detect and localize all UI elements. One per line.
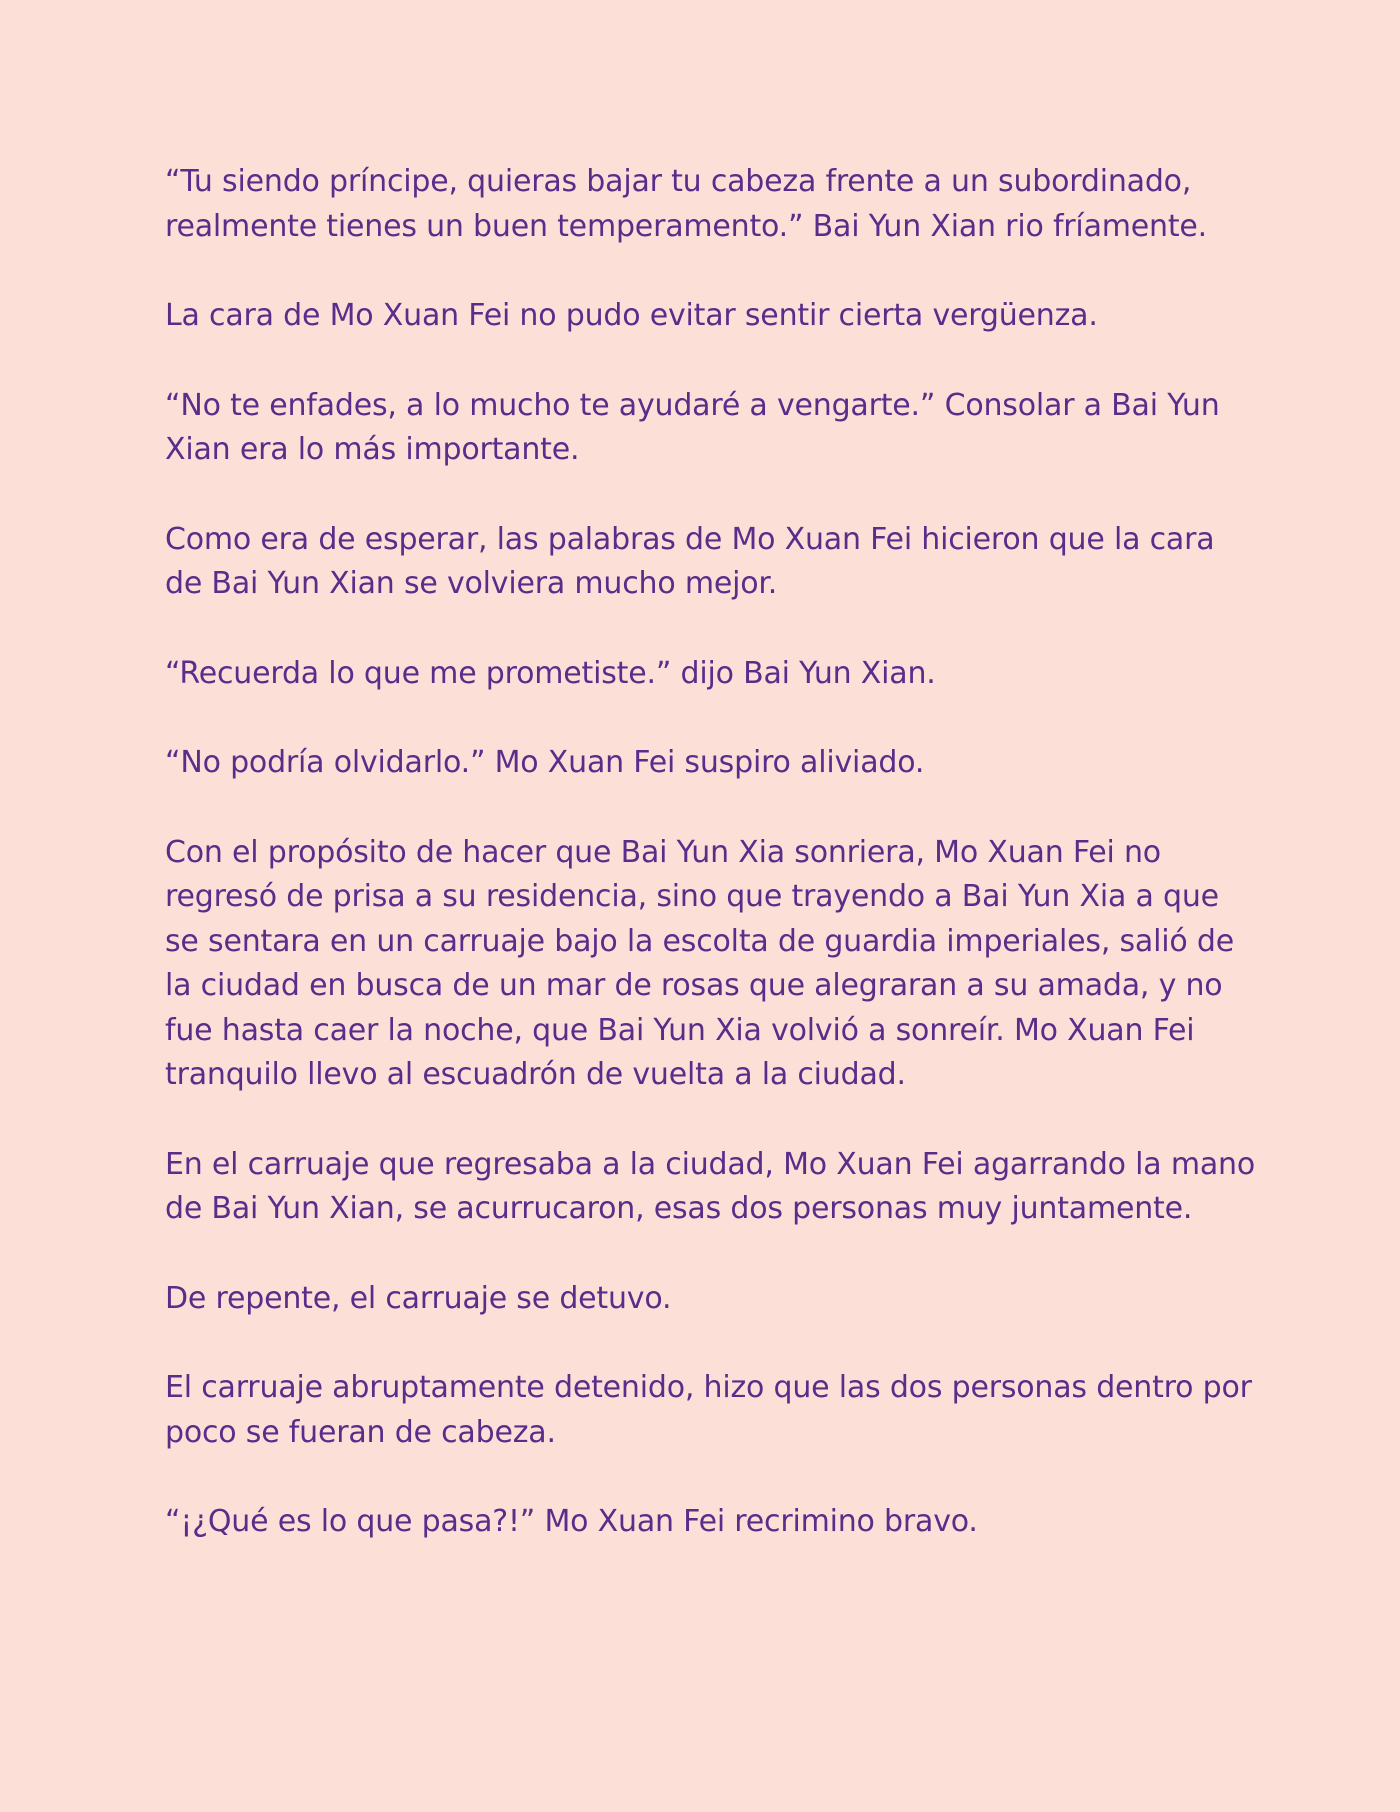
paragraph: En el carruaje que regresaba a la ciudad, Mo Xuan Fei agarrando la mano de Bai Yun Xian, se acurrucaron, esas dos personas muy juntamente. <box>165 1146 1255 1226</box>
paragraph: La cara de Mo Xuan Fei no pudo evitar sentir cierta vergüenza. <box>165 298 1098 333</box>
paragraph: “¡¿Qué es lo que pasa?!” Mo Xuan Fei recrimino bravo. <box>165 1504 978 1539</box>
paragraph: El carruaje abruptamente detenido, hizo que las dos personas dentro por poco se fueran de cabeza. <box>165 1370 1252 1450</box>
paragraph: Con el propósito de hacer que Bai Yun Xia sonriera, Mo Xuan Fei no regresó de prisa a su residencia, sino que trayendo a Bai Yun Xia a que se sentara en un carruaje bajo la escolta de guardia imperiales, salió de la ciudad en busca de un mar de rosas que alegraran a su amada, y no fue hasta caer la noche, que Bai Yun Xia volvió a sonreír. Mo Xuan Fei tranquilo llevo al escuadrón de vuelta a la ciudad. <box>165 834 1234 1092</box>
paragraph: De repente, el carruaje se detuvo. <box>165 1280 672 1316</box>
paragraph: Como era de esperar, las palabras de Mo Xuan Fei hicieron que la cara de Bai Yun Xian se volviera mucho mejor. <box>165 521 1215 601</box>
paragraph: “Tu siendo príncipe, quieras bajar tu cabeza frente a un subordinado, realmente tienes un buen temperamento.” Bai Yun Xian rio fríamente. <box>165 164 1208 244</box>
paragraph: “Recuerda lo que me prometiste.” dijo Bai Yun Xian. <box>165 655 936 691</box>
paragraph: “No podría olvidarlo.” Mo Xuan Fei suspiro aliviado. <box>165 745 925 780</box>
paragraph: “No te enfades, a lo mucho te ayudaré a vengarte.” Consolar a Bai Yun Xian era lo más importante. <box>165 387 1220 467</box>
